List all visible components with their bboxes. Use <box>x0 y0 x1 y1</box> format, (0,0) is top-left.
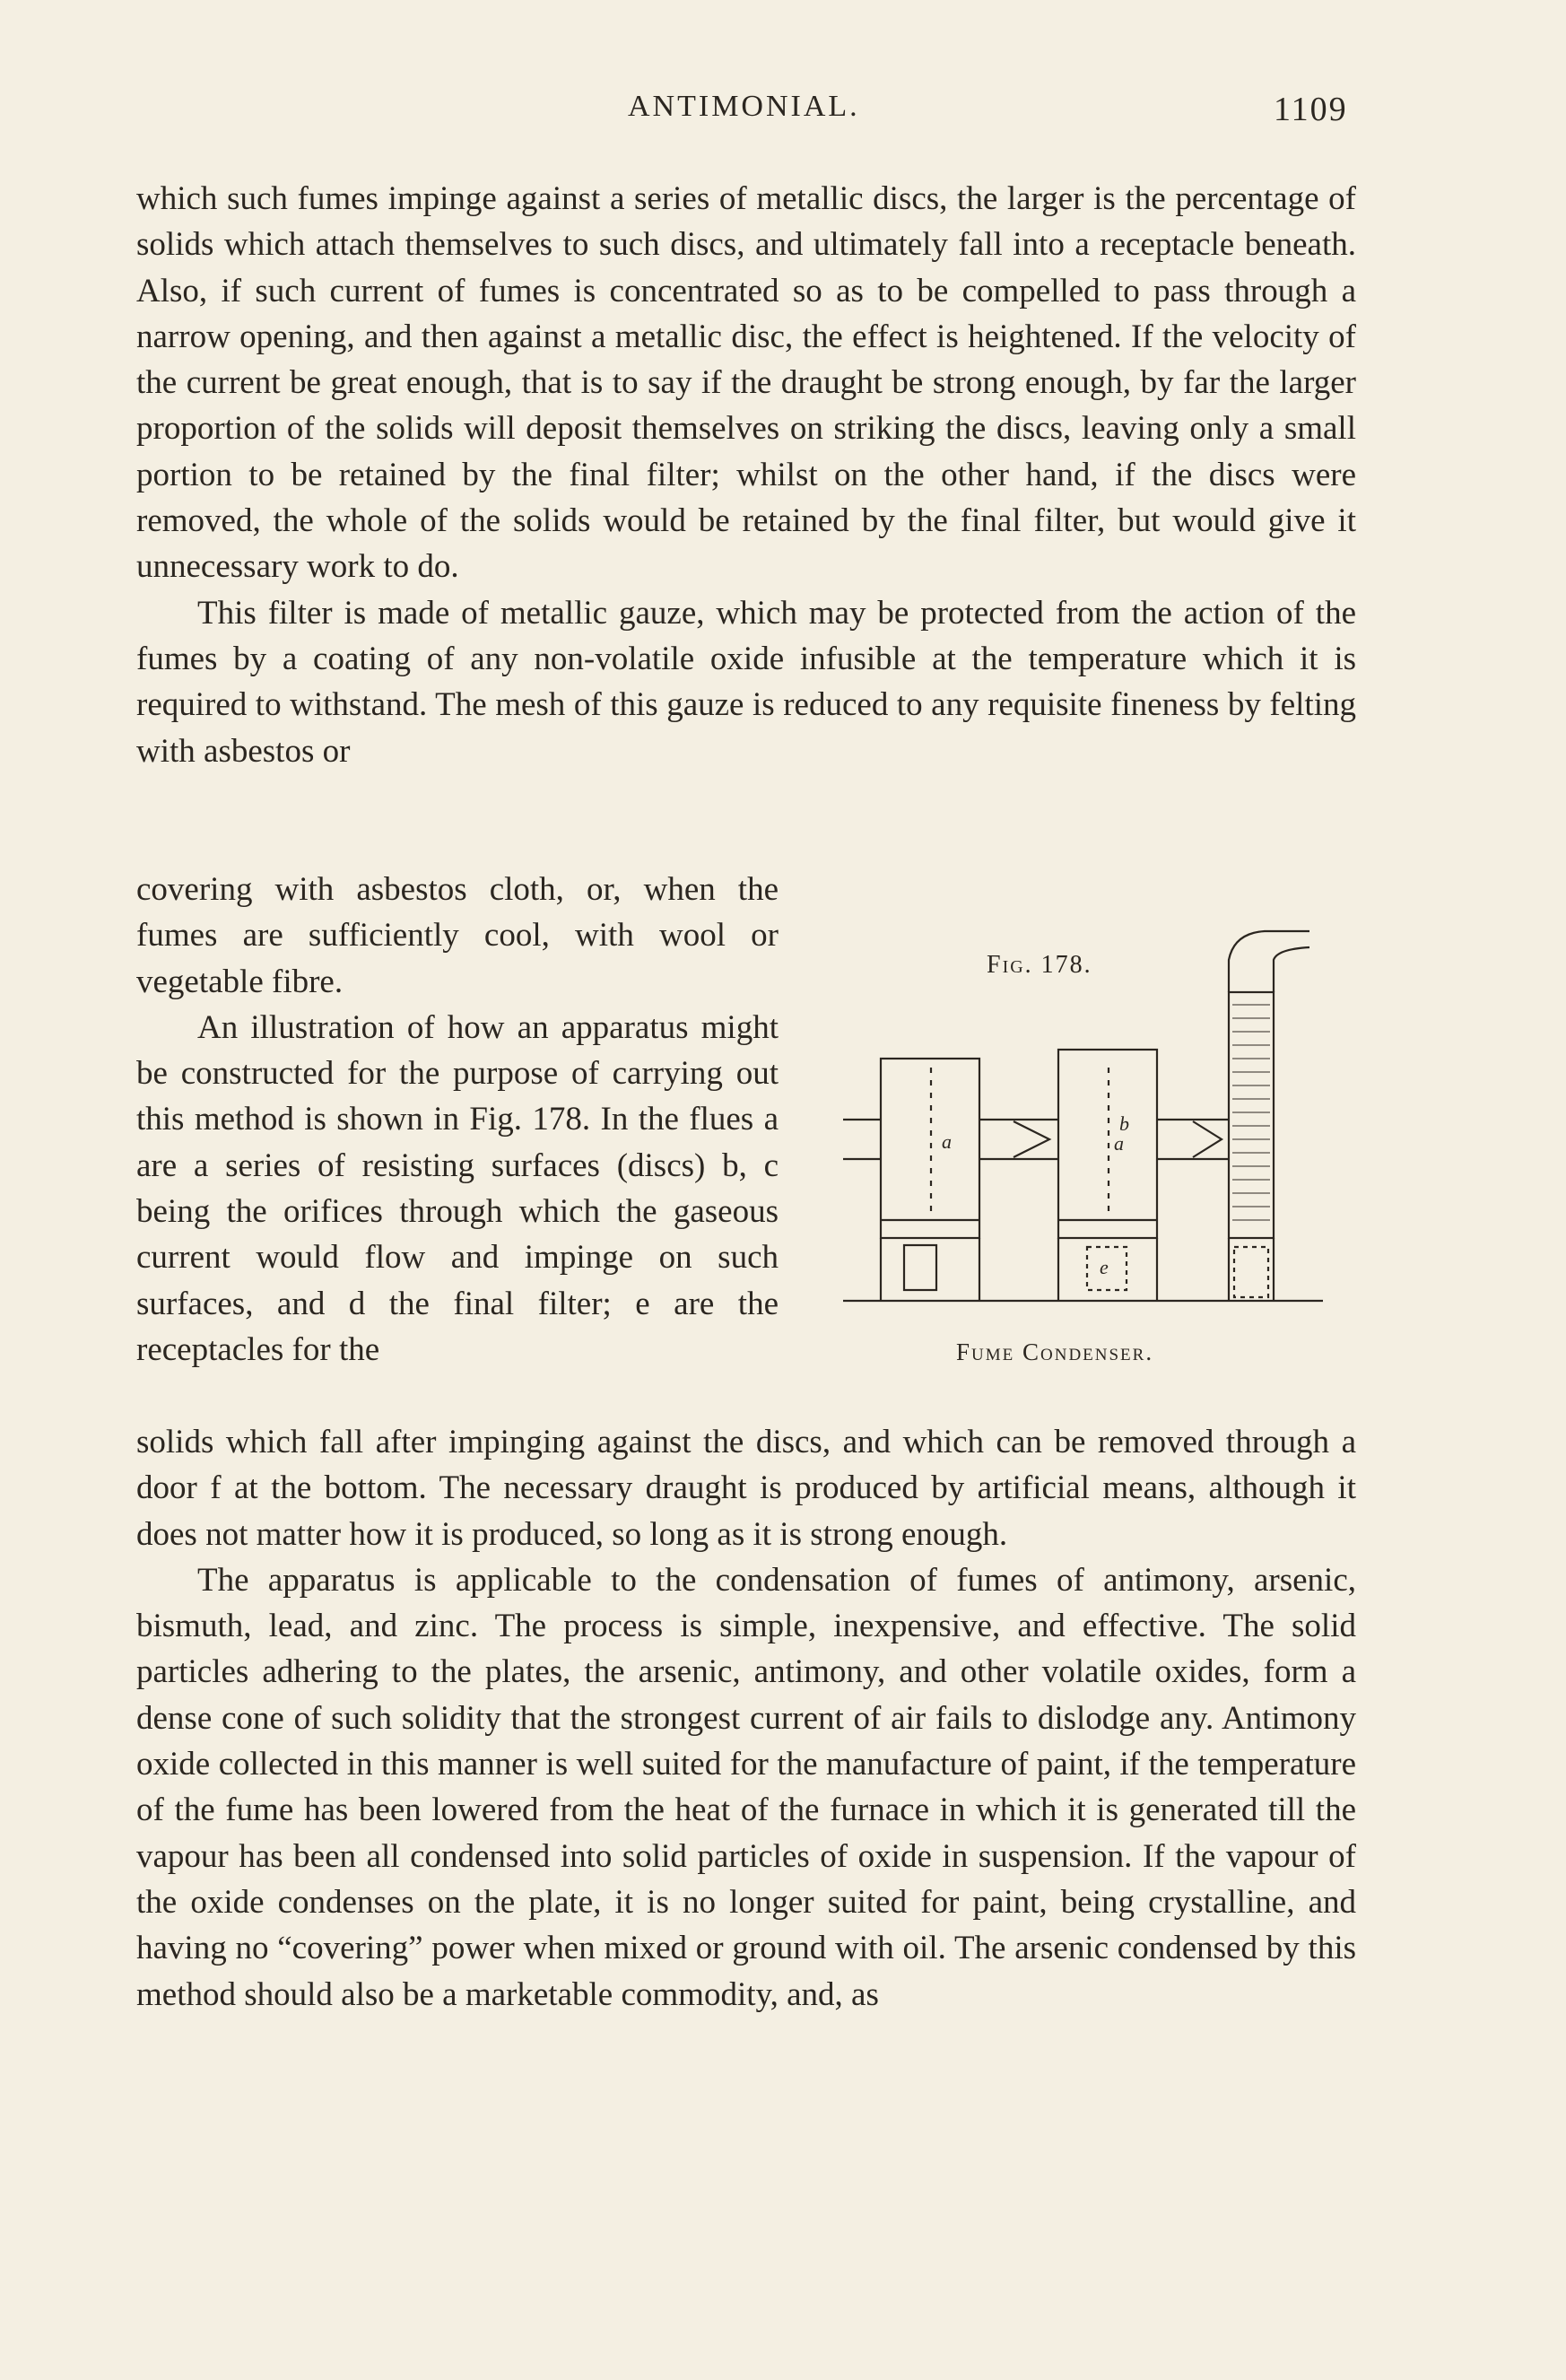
body-text-bottom <box>136 1419 1356 2018</box>
letter-b: b <box>1119 1112 1129 1135</box>
figure-label: Fig. 178. <box>987 951 1092 979</box>
letter-a-1: a <box>942 1130 952 1153</box>
paragraph-2-full: This filter is made of metallic gauze, which may be protected from the action of the fumes by a coating of any non-volatile oxide infusible at the temperature which it is required to withstand. The mesh of this gauze is reduced to any requisite fineness by felting with asbestos or <box>136 594 1356 770</box>
body-text-top <box>136 176 1356 774</box>
letter-a-2: a <box>1114 1132 1124 1155</box>
paragraph-1: which such fumes impinge against a series of metallic discs, the larger is the percentage of solids which attach themselves to such discs, and ultimately fall into a receptacle beneath. Also, if such current of fumes is concentrated so as to be compelled to pass through a narrow opening, and then against a metallic disc, the effect is heightened. If the velocity of the current be great enough, that is to say if the draught be strong enough, by far the larger proportion of the solids will deposit themselves on striking the discs, leaving only a small portion to be retained by the final filter; whilst on the other hand, if the discs were removed, the whole of the solids would be retained by the final filter, but would give it unnecessary work to do. <box>136 180 1356 586</box>
running-head: ANTIMONIAL. <box>628 90 860 123</box>
body-text-wrapped <box>136 867 779 1373</box>
paragraph-2-wrap: covering with asbestos cloth, or, when the fumes are sufficiently cool, with wool or vegetable fibre. <box>136 871 779 1000</box>
figure-178 <box>834 906 1336 1373</box>
paragraph-4: The apparatus is applicable to the condensation of fumes of antimony, arsenic, bismuth, lead, and zinc. The process is simple, inexpensive, and effective. The solid particles adhering to the plates, the arsenic, antimony, and other volatile oxides, form a dense cone of such solidity that the strongest current of air fails to dislodge any. Antimony oxide collected in this manner is well suited for the manufacture of paint, if the temperature of the fume has been lowered from the heat of the furnace in which it is generated till the vapour has been all condensed into solid particles of oxide in suspension. If the vapour of the oxide condenses on the plate, it is no longer suited for paint, being crystalline, and having no “covering” power when mixed or ground with oil. The arsenic condensed by this method should also be a marketable commodity, and, as <box>136 1561 1356 2013</box>
stack-outlet <box>1229 931 1309 992</box>
page-number: 1109 <box>1274 91 1348 128</box>
paragraph-3-wrap: An illustration of how an apparatus might be constructed for the purpose of carrying out this method is shown in Fig. 178. In the flues a are a series of resisting surfaces (discs) b, c being the orifices through which the gaseous current would flow and impinge on such surfaces, and d the final filter; e are the receptacles for the <box>136 1008 779 1368</box>
receptacle-3 <box>1234 1247 1268 1297</box>
letter-e: e <box>1100 1256 1109 1278</box>
filter-stack <box>1229 992 1274 1238</box>
page-header <box>0 90 1566 144</box>
figure-caption: Fume Condenser. <box>956 1338 1154 1365</box>
receptacle-1 <box>904 1245 936 1290</box>
paragraph-3-rest: solids which fall after impinging against the discs, and which can be removed through a door f at the bottom. The necessary draught is produced by artificial means, although it does not matter how it is produced, so long as it is strong enough. <box>136 1424 1356 1553</box>
